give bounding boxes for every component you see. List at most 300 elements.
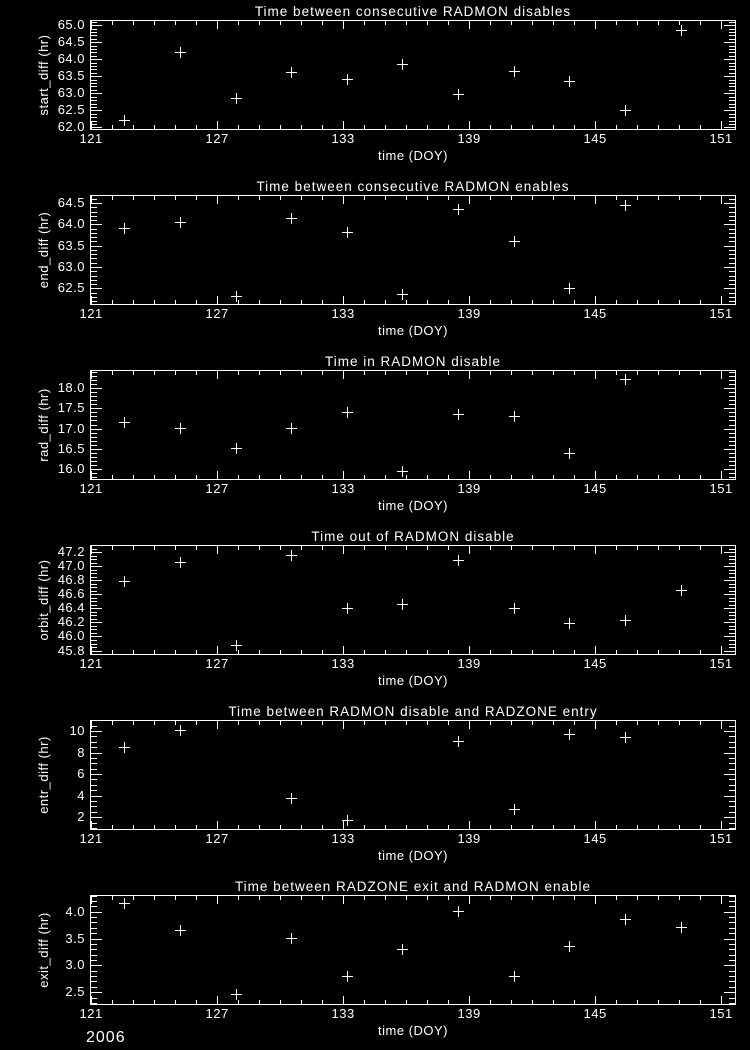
x-major-tick — [469, 821, 470, 829]
y-minor-tick — [729, 412, 735, 413]
x-minor-tick — [532, 1000, 533, 1004]
x-minor-tick — [280, 21, 281, 25]
y-minor-tick — [91, 46, 97, 47]
year-label: 2006 — [86, 1029, 126, 1046]
x-minor-tick — [448, 1000, 449, 1004]
x-minor-tick — [154, 825, 155, 829]
x-minor-tick — [301, 196, 302, 200]
x-tick-label: 127 — [205, 481, 229, 496]
data-point-marker — [286, 933, 297, 944]
y-major-tick — [724, 817, 735, 818]
y-minor-tick — [729, 121, 735, 122]
plot-area — [90, 895, 736, 1005]
panel-rad-diff — [0, 350, 750, 525]
y-minor-tick — [91, 779, 97, 780]
x-minor-tick — [385, 896, 386, 900]
panel-title: Time between consecutive RADMON enables — [256, 179, 570, 194]
x-minor-tick — [322, 196, 323, 200]
y-minor-tick — [91, 981, 97, 982]
x-minor-tick — [448, 825, 449, 829]
x-minor-tick — [700, 125, 701, 129]
data-point-marker — [175, 217, 186, 228]
y-minor-tick — [91, 404, 97, 405]
y-tick-label: 2 — [77, 809, 85, 825]
x-minor-tick — [238, 546, 239, 550]
y-minor-tick — [729, 39, 735, 40]
y-minor-tick — [91, 86, 97, 87]
x-minor-tick — [448, 21, 449, 25]
y-minor-tick — [729, 237, 735, 238]
data-point-marker — [175, 925, 186, 936]
x-minor-tick — [322, 125, 323, 129]
x-minor-tick — [490, 371, 491, 375]
y-minor-tick — [91, 453, 97, 454]
data-point-marker — [509, 971, 520, 982]
y-minor-tick — [91, 250, 97, 251]
data-point-marker — [453, 204, 464, 215]
y-minor-tick — [91, 32, 97, 33]
y-minor-tick — [91, 66, 97, 67]
y-major-tick — [91, 127, 102, 128]
x-minor-tick — [490, 546, 491, 550]
x-minor-tick — [406, 546, 407, 550]
y-minor-tick — [729, 416, 735, 417]
x-minor-tick — [700, 721, 701, 725]
x-major-tick — [343, 121, 344, 129]
data-point-marker — [509, 236, 520, 247]
y-minor-tick — [729, 570, 735, 571]
x-minor-tick — [112, 21, 113, 25]
x-tick-label: 151 — [709, 481, 733, 496]
panel-orbit-diff — [0, 525, 750, 700]
y-minor-tick — [729, 615, 735, 616]
y-minor-tick — [91, 626, 97, 627]
y-minor-tick — [91, 437, 97, 438]
x-major-tick — [721, 996, 722, 1004]
x-major-tick — [721, 196, 722, 204]
x-minor-tick — [574, 196, 575, 200]
y-minor-tick — [91, 56, 97, 57]
y-minor-tick — [729, 199, 735, 200]
y-minor-tick — [91, 785, 97, 786]
x-minor-tick — [700, 650, 701, 654]
x-minor-tick — [679, 721, 680, 725]
x-minor-tick — [700, 1000, 701, 1004]
data-point-marker — [119, 898, 130, 909]
x-minor-tick — [385, 546, 386, 550]
x-major-tick — [595, 196, 596, 204]
x-minor-tick — [133, 371, 134, 375]
x-minor-tick — [574, 125, 575, 129]
x-minor-tick — [364, 650, 365, 654]
x-minor-tick — [511, 650, 512, 654]
y-minor-tick — [729, 654, 735, 655]
y-minor-tick — [729, 559, 735, 560]
x-tick-label: 121 — [79, 831, 103, 846]
y-minor-tick — [729, 263, 735, 264]
x-minor-tick — [385, 721, 386, 725]
y-major-tick — [724, 552, 735, 553]
y-minor-tick — [91, 545, 97, 546]
x-minor-tick — [511, 196, 512, 200]
data-point-marker — [286, 550, 297, 561]
x-major-tick — [343, 996, 344, 1004]
x-minor-tick — [196, 650, 197, 654]
y-major-tick — [91, 817, 102, 818]
y-tick-label: 64.0 — [57, 216, 85, 232]
x-tick-label: 133 — [331, 656, 355, 671]
x-axis-label: time (DOY) — [378, 848, 448, 863]
x-minor-tick — [448, 125, 449, 129]
x-minor-tick — [574, 896, 575, 900]
y-minor-tick — [729, 453, 735, 454]
y-minor-tick — [729, 271, 735, 272]
x-tick-label: 145 — [583, 831, 607, 846]
y-minor-tick — [91, 441, 97, 442]
x-minor-tick — [658, 125, 659, 129]
y-minor-tick — [91, 400, 97, 401]
data-point-marker — [564, 448, 575, 459]
y-tick-label: 46.4 — [57, 600, 85, 616]
y-major-tick — [724, 774, 735, 775]
y-major-tick — [724, 651, 735, 652]
x-minor-tick — [238, 1000, 239, 1004]
x-minor-tick — [511, 1000, 512, 1004]
x-minor-tick — [553, 475, 554, 479]
x-minor-tick — [490, 896, 491, 900]
x-tick-label: 133 — [331, 131, 355, 146]
y-major-tick — [91, 408, 102, 409]
x-tick-label: 121 — [79, 481, 103, 496]
x-minor-tick — [679, 896, 680, 900]
y-minor-tick — [91, 376, 97, 377]
panel-title: Time in RADMON disable — [324, 354, 502, 369]
x-minor-tick — [553, 21, 554, 25]
y-minor-tick — [729, 124, 735, 125]
x-minor-tick — [259, 546, 260, 550]
x-major-tick — [469, 371, 470, 379]
x-tick-label: 151 — [709, 831, 733, 846]
x-minor-tick — [679, 1000, 680, 1004]
y-tick-label: 64.5 — [57, 34, 85, 50]
y-axis-label: end_diff (hr) — [36, 211, 51, 289]
y-minor-tick — [91, 392, 97, 393]
x-minor-tick — [658, 825, 659, 829]
y-minor-tick — [91, 124, 97, 125]
y-minor-tick — [729, 758, 735, 759]
x-minor-tick — [133, 721, 134, 725]
y-minor-tick — [729, 928, 735, 929]
x-minor-tick — [490, 721, 491, 725]
x-minor-tick — [385, 475, 386, 479]
y-minor-tick — [91, 73, 97, 74]
y-minor-tick — [729, 640, 735, 641]
data-point-marker — [119, 742, 130, 753]
x-minor-tick — [280, 721, 281, 725]
y-minor-tick — [91, 823, 97, 824]
y-minor-tick — [729, 549, 735, 550]
y-minor-tick — [729, 104, 735, 105]
x-tick-label: 121 — [79, 131, 103, 146]
plot-area — [90, 545, 736, 655]
y-major-tick — [91, 429, 102, 430]
x-minor-tick — [259, 371, 260, 375]
y-tick-label: 63.0 — [57, 85, 85, 101]
x-minor-tick — [406, 650, 407, 654]
x-tick-label: 151 — [709, 1006, 733, 1021]
x-minor-tick — [133, 1000, 134, 1004]
y-major-tick — [91, 622, 102, 623]
y-minor-tick — [91, 212, 97, 213]
y-minor-tick — [91, 263, 97, 264]
y-major-tick — [724, 429, 735, 430]
y-minor-tick — [91, 998, 97, 999]
y-minor-tick — [91, 790, 97, 791]
y-major-tick — [724, 965, 735, 966]
y-tick-label: 62.0 — [57, 119, 85, 135]
x-minor-tick — [385, 300, 386, 304]
y-major-tick — [724, 93, 735, 94]
y-tick-label: 64.0 — [57, 51, 85, 67]
y-major-tick — [91, 288, 102, 289]
y-minor-tick — [729, 404, 735, 405]
y-minor-tick — [729, 420, 735, 421]
y-minor-tick — [729, 461, 735, 462]
x-minor-tick — [301, 650, 302, 654]
y-minor-tick — [91, 425, 97, 426]
panel-title: Time out of RADMON disable — [311, 529, 515, 544]
y-minor-tick — [91, 233, 97, 234]
x-minor-tick — [511, 300, 512, 304]
x-major-tick — [595, 721, 596, 729]
x-minor-tick — [553, 896, 554, 900]
y-tick-label: 46.8 — [57, 572, 85, 588]
x-minor-tick — [532, 300, 533, 304]
x-minor-tick — [553, 825, 554, 829]
y-minor-tick — [91, 473, 97, 474]
x-tick-label: 133 — [331, 831, 355, 846]
y-minor-tick — [91, 121, 97, 122]
y-minor-tick — [91, 229, 97, 230]
y-minor-tick — [729, 987, 735, 988]
x-tick-label: 145 — [583, 306, 607, 321]
y-tick-label: 2.5 — [65, 984, 85, 1000]
x-minor-tick — [301, 1000, 302, 1004]
x-minor-tick — [406, 825, 407, 829]
x-minor-tick — [196, 371, 197, 375]
y-minor-tick — [91, 90, 97, 91]
x-minor-tick — [637, 475, 638, 479]
x-minor-tick — [301, 371, 302, 375]
x-tick-label: 145 — [583, 131, 607, 146]
y-minor-tick — [729, 90, 735, 91]
x-minor-tick — [259, 721, 260, 725]
x-minor-tick — [427, 475, 428, 479]
x-minor-tick — [616, 650, 617, 654]
data-point-marker — [564, 76, 575, 87]
x-minor-tick — [637, 825, 638, 829]
y-major-tick — [724, 110, 735, 111]
y-minor-tick — [729, 250, 735, 251]
y-minor-tick — [729, 216, 735, 217]
x-minor-tick — [112, 546, 113, 550]
x-tick-label: 151 — [709, 131, 733, 146]
y-minor-tick — [729, 301, 735, 302]
x-minor-tick — [364, 196, 365, 200]
x-tick-label: 121 — [79, 306, 103, 321]
y-minor-tick — [729, 107, 735, 108]
data-point-marker — [119, 576, 130, 587]
y-minor-tick — [729, 933, 735, 934]
x-minor-tick — [322, 475, 323, 479]
x-major-tick — [721, 296, 722, 304]
y-minor-tick — [729, 949, 735, 950]
x-minor-tick — [532, 475, 533, 479]
y-major-tick — [724, 59, 735, 60]
y-minor-tick — [729, 276, 735, 277]
y-minor-tick — [91, 258, 97, 259]
x-minor-tick — [112, 721, 113, 725]
x-minor-tick — [448, 546, 449, 550]
x-tick-label: 145 — [583, 481, 607, 496]
y-minor-tick — [91, 619, 97, 620]
x-minor-tick — [637, 896, 638, 900]
y-major-tick — [91, 965, 102, 966]
x-minor-tick — [322, 825, 323, 829]
x-minor-tick — [154, 125, 155, 129]
y-minor-tick — [91, 769, 97, 770]
y-minor-tick — [91, 384, 97, 385]
x-minor-tick — [133, 650, 134, 654]
data-point-marker — [453, 736, 464, 747]
y-tick-label: 4.0 — [65, 903, 85, 919]
x-minor-tick — [280, 475, 281, 479]
y-minor-tick — [729, 29, 735, 30]
y-tick-label: 16.5 — [57, 440, 85, 456]
x-tick-label: 127 — [205, 1006, 229, 1021]
x-minor-tick — [658, 1000, 659, 1004]
x-minor-tick — [511, 546, 512, 550]
x-minor-tick — [238, 21, 239, 25]
y-major-tick — [91, 731, 102, 732]
y-minor-tick — [91, 52, 97, 53]
x-minor-tick — [427, 650, 428, 654]
x-minor-tick — [616, 475, 617, 479]
y-minor-tick — [729, 812, 735, 813]
y-minor-tick — [729, 207, 735, 208]
x-minor-tick — [301, 21, 302, 25]
x-minor-tick — [553, 196, 554, 200]
x-minor-tick — [427, 125, 428, 129]
x-tick-label: 139 — [457, 656, 481, 671]
x-minor-tick — [427, 371, 428, 375]
y-minor-tick — [729, 785, 735, 786]
y-minor-tick — [91, 39, 97, 40]
y-tick-label: 65.0 — [57, 17, 85, 33]
data-point-marker — [342, 74, 353, 85]
x-axis-label: time (DOY) — [378, 148, 448, 163]
y-minor-tick — [729, 612, 735, 613]
data-point-marker — [620, 374, 631, 385]
x-axis-label: time (DOY) — [378, 1023, 448, 1038]
y-major-tick — [91, 753, 102, 754]
data-point-marker — [397, 466, 408, 477]
y-tick-label: 10 — [69, 722, 85, 738]
y-minor-tick — [91, 465, 97, 466]
x-minor-tick — [154, 475, 155, 479]
data-point-marker — [119, 223, 130, 234]
x-minor-tick — [385, 825, 386, 829]
y-minor-tick — [729, 976, 735, 977]
x-minor-tick — [574, 825, 575, 829]
y-major-tick — [724, 449, 735, 450]
x-minor-tick — [700, 300, 701, 304]
x-minor-tick — [301, 475, 302, 479]
data-point-marker — [620, 615, 631, 626]
y-tick-label: 16.0 — [57, 461, 85, 477]
data-point-marker — [119, 417, 130, 428]
data-point-marker — [231, 989, 242, 1000]
y-tick-label: 45.8 — [57, 642, 85, 658]
y-minor-tick — [91, 971, 97, 972]
y-major-tick — [91, 267, 102, 268]
y-major-tick — [724, 246, 735, 247]
x-minor-tick — [574, 721, 575, 725]
y-minor-tick — [91, 987, 97, 988]
x-major-tick — [343, 721, 344, 729]
x-minor-tick — [154, 300, 155, 304]
y-major-tick — [91, 246, 102, 247]
panel-exit-diff — [0, 875, 750, 1050]
y-major-tick — [91, 388, 102, 389]
x-minor-tick — [238, 475, 239, 479]
data-point-marker — [620, 200, 631, 211]
y-major-tick — [724, 753, 735, 754]
y-minor-tick — [91, 457, 97, 458]
y-minor-tick — [729, 392, 735, 393]
y-minor-tick — [729, 220, 735, 221]
x-minor-tick — [301, 721, 302, 725]
x-minor-tick — [700, 475, 701, 479]
x-minor-tick — [637, 125, 638, 129]
x-minor-tick — [133, 896, 134, 900]
x-minor-tick — [511, 721, 512, 725]
x-minor-tick — [553, 371, 554, 375]
x-minor-tick — [532, 125, 533, 129]
y-minor-tick — [91, 107, 97, 108]
y-minor-tick — [91, 605, 97, 606]
x-minor-tick — [259, 896, 260, 900]
x-minor-tick — [259, 300, 260, 304]
x-minor-tick — [511, 21, 512, 25]
y-minor-tick — [91, 747, 97, 748]
y-minor-tick — [91, 801, 97, 802]
x-minor-tick — [196, 546, 197, 550]
x-minor-tick — [490, 125, 491, 129]
y-minor-tick — [729, 917, 735, 918]
data-point-marker — [175, 557, 186, 568]
x-major-tick — [217, 721, 218, 729]
x-minor-tick — [490, 650, 491, 654]
y-tick-label: 46.0 — [57, 628, 85, 644]
x-minor-tick — [679, 475, 680, 479]
data-point-marker — [453, 409, 464, 420]
data-point-marker — [286, 67, 297, 78]
x-minor-tick — [406, 721, 407, 725]
y-minor-tick — [729, 376, 735, 377]
data-point-marker — [342, 227, 353, 238]
x-minor-tick — [616, 1000, 617, 1004]
